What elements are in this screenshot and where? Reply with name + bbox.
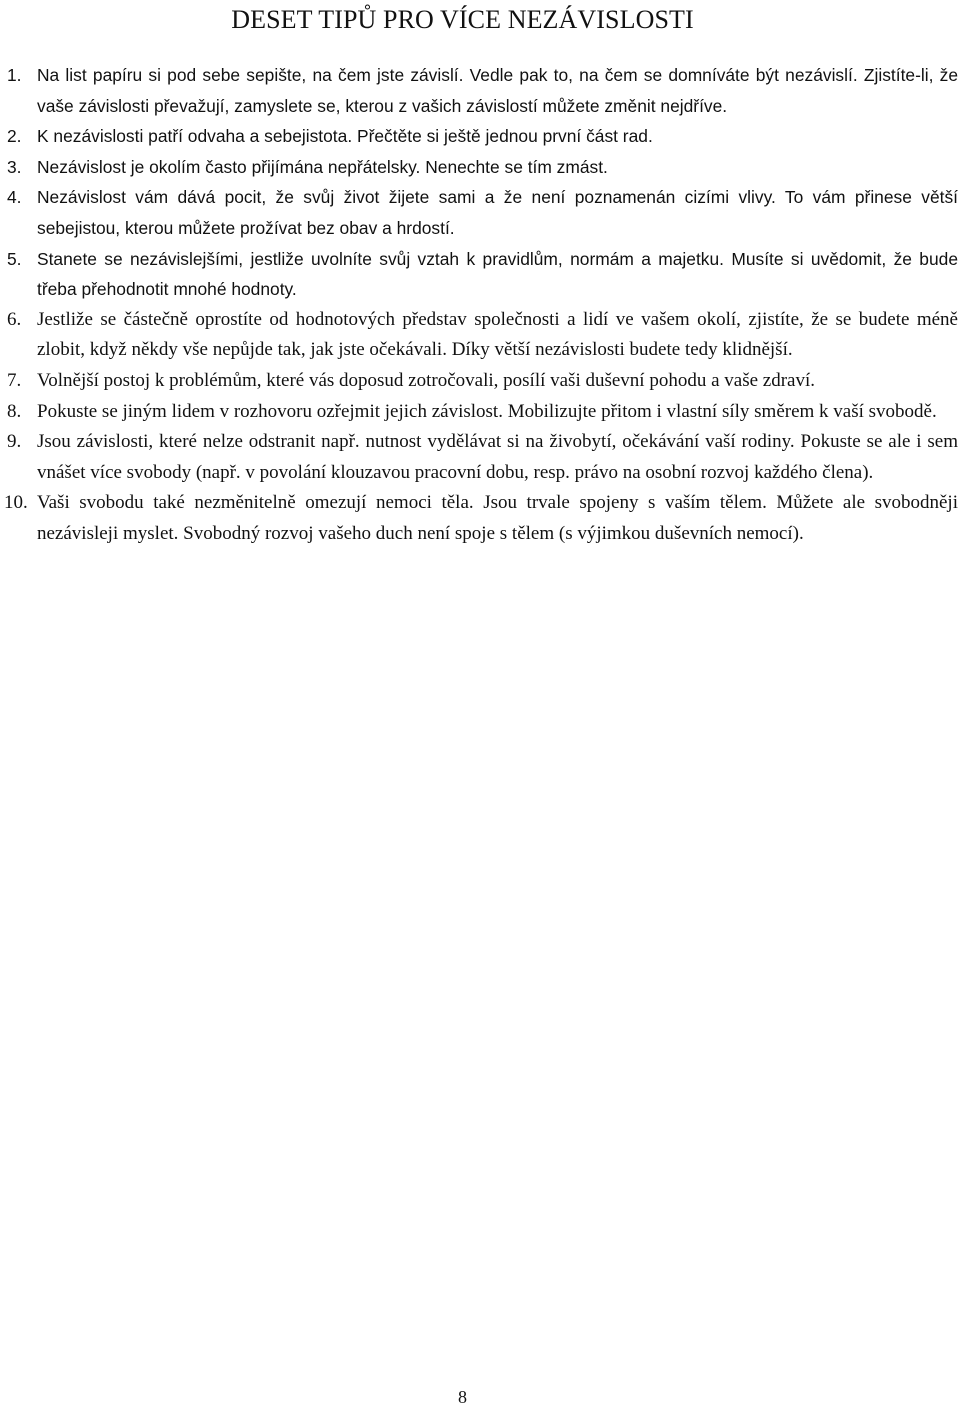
tips-list xyxy=(0,60,958,550)
document-title: DESET TIPŮ PRO VÍCE NEZÁVISLOSTI xyxy=(231,5,694,34)
tip-number: 5. xyxy=(7,248,22,269)
tip-item-3 xyxy=(0,152,958,183)
tip-number: 4. xyxy=(7,187,22,208)
page-number: 8 xyxy=(458,1387,467,1407)
tip-number: 7. xyxy=(7,369,22,391)
tip-number: 3. xyxy=(7,156,22,177)
tip-item-4 xyxy=(0,182,958,243)
tip-item-2 xyxy=(0,121,958,152)
tip-text: Nezávislost vám dává pocit, že svůj život žijete sami a že není poznamenán cizími vlivy. To vám přinese větší sebejistou, kterou můžete prožívat bez obav a hrdostí. xyxy=(37,187,958,238)
tip-item-1 xyxy=(0,60,958,121)
tip-number: 8. xyxy=(7,400,22,422)
tip-number: 9. xyxy=(7,431,22,453)
tip-number: 6. xyxy=(7,308,22,330)
tip-text: Na list papíru si pod sebe sepište, na čem jste závislí. Vedle pak to, na čem se domníváte být nezávislí. Zjistíte-li, že vaše závislosti převažují, zamyslete se, kterou z vašich závislostí můžete změnit nejdříve. xyxy=(37,65,958,116)
tip-text: K nezávislosti patří odvaha a sebejistota. Přečtěte si ještě jednou první část rad. xyxy=(37,126,653,147)
tip-text: Stanete se nezávislejšími, jestliže uvolníte svůj vztah k pravidlům, normám a majetku. Musíte si uvědomit, že bude třeba přehodnotit mnohé hodnoty. xyxy=(37,248,958,300)
tip-number: 1. xyxy=(7,65,22,85)
tip-item-10 xyxy=(0,488,958,549)
tip-text: Volnější postoj k problémům, které vás doposud zotročovali, posílí vaši duševní pohodu a vaše zdraví. xyxy=(37,369,815,391)
tip-number: 10. xyxy=(4,492,28,514)
tip-text: Nezávislost je okolím často přijímána nepřátelsky. Nenechte se tím zmást. xyxy=(37,156,608,177)
tip-text: Pokuste se jiným lidem v rozhovoru ozřejmit jejich závislost. Mobilizujte přitom i vlastní síly směrem k vaší svobodě. xyxy=(37,400,937,422)
tip-item-8 xyxy=(0,397,958,428)
tip-number: 2. xyxy=(7,126,22,147)
tip-item-7 xyxy=(0,366,958,397)
tip-text: Jsou závislosti, které nelze odstranit např. nutnost vydělávat si na živobytí, očekávání vaší rodiny. Pokuste se ale i sem vnášet více svobody (např. v povolání klouzavou pracovní dobu, resp. právo na osobní rozvoj každého člena). xyxy=(37,431,958,483)
tip-item-9 xyxy=(0,427,958,488)
tip-text: Vaši svobodu také nezměnitelně omezují nemoci těla. Jsou trvale spojeny s vaším tělem. Můžete ale svobodněji nezávisleji myslet. Svobodný rozvoj vašeho duch není spoje s tělem (s výjimkou duševních nemocí). xyxy=(37,492,958,544)
tip-item-5 xyxy=(0,244,958,305)
tip-text: Jestliže se částečně oprostíte od hodnotových představ společnosti a lidí ve vašem okolí, zjistíte, že se budete méně zlobit, když někdy vše nepůjde tak, jak jste očekávali. Díky větší nezávislosti budete tedy klidnější. xyxy=(37,308,958,361)
tip-item-6 xyxy=(0,305,958,366)
